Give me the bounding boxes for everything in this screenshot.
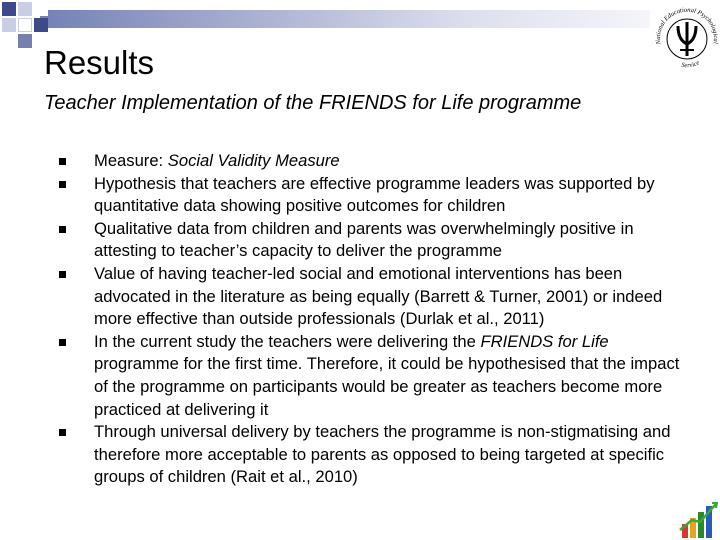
header-decoration [0, 0, 720, 50]
svg-text:Service: Service [680, 59, 701, 70]
list-item [0, 331, 720, 421]
svg-text:National Educational Psycholog: National Educational Psychological [654, 6, 720, 45]
list-item [0, 263, 720, 331]
bullet-text-post: programme for the first time. Therefore, it could be hypothesised that the impact of the programme on participants would be greater as teachers become more practiced at delivering it [94, 354, 680, 419]
decor-square [18, 18, 32, 32]
slide-subtitle: Teacher Implementation of the FRIENDS for Life programme [44, 92, 582, 114]
decor-square [34, 2, 48, 16]
bullet-text: Hypothesis that teachers are effective programme leaders was supported by quantitative data showing positive outcomes for children [94, 173, 655, 216]
bar-chart-icon [678, 500, 718, 540]
bullet-square-icon [59, 181, 66, 188]
decor-square [2, 2, 16, 16]
bullet-text-emphasis: FRIENDS for Life [480, 331, 609, 351]
list-item [0, 218, 720, 263]
bullet-text: Social Validity Measure [163, 151, 340, 170]
decor-square [18, 34, 32, 48]
bullet-text: Qualitative data from children and parents was overwhelmingly positive in attesting to teacher’s capacity to deliver the programme [94, 218, 634, 261]
slide-title: Results [44, 44, 155, 81]
bullet-square-icon [59, 226, 66, 233]
nepds-logo [652, 4, 720, 74]
bullet-text-pre: In the current study the teachers were delivering the [94, 331, 481, 351]
bullet-text: Value of having teacher-led social and emotional interventions has been advocated in the literature as being equally (Barrett & Turner, 2001) or indeed more effective than outside professionals (Durlak et al., 2011) [94, 263, 663, 329]
list-item [0, 150, 720, 173]
header-gradient-bar [40, 10, 650, 28]
list-item [0, 421, 720, 489]
bullet-square-icon [59, 429, 66, 436]
bullet-list [0, 150, 720, 489]
list-item [0, 173, 720, 218]
decor-square [34, 18, 48, 32]
bullet-text: Through universal delivery by teachers the programme is non-stigmatising and therefore more acceptable to parents as opposed to being targeted at specific groups of children (Rait et al., 2010) [94, 422, 671, 487]
decor-square [18, 2, 32, 16]
decor-square [2, 18, 16, 32]
bullet-square-icon [59, 339, 66, 346]
bullet-square-icon [59, 158, 66, 165]
bullet-square-icon [59, 271, 66, 278]
bullet-label: Measure: [94, 151, 164, 170]
